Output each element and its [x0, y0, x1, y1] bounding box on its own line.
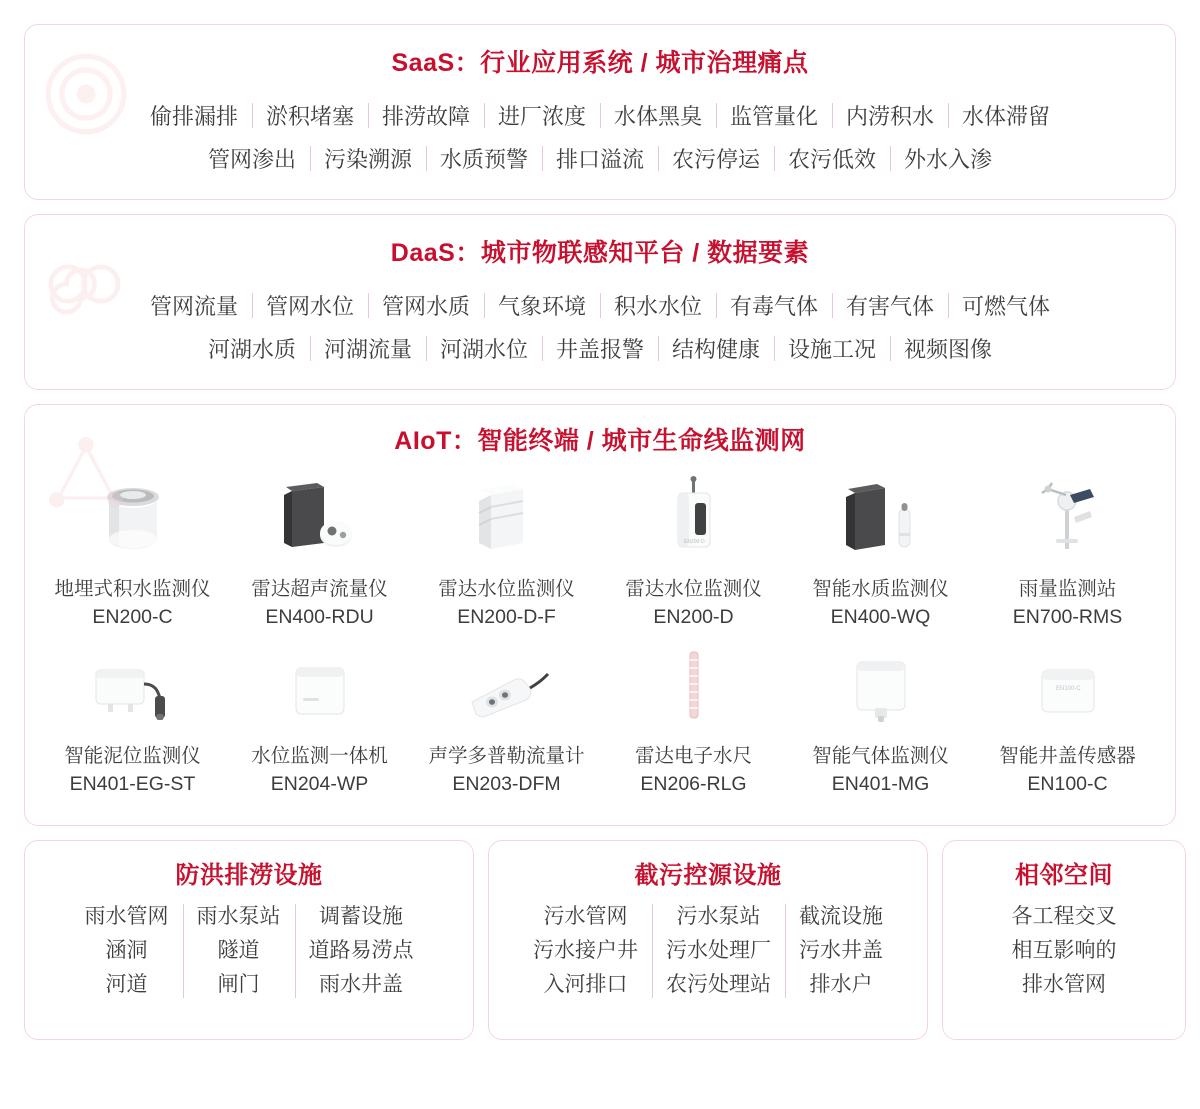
svg-text:EN200-D: EN200-D — [683, 539, 705, 545]
daas-title-main: 城市物联感知平台 / 数据要素 — [480, 239, 810, 267]
saas-tag: 排口溢流 — [542, 140, 658, 177]
daas-tag: 设施工况 — [774, 330, 890, 367]
saas-tag: 水体滞留 — [948, 97, 1064, 134]
pollution-control-title: 截污控源设施 — [634, 862, 782, 889]
facility-item: 雨水井盖 — [319, 973, 403, 997]
facility-item: 闸门 — [217, 973, 260, 997]
device-card[interactable] — [787, 640, 974, 799]
device-model: EN401-MG — [831, 772, 930, 795]
saas-tag: 农污停运 — [658, 140, 774, 177]
smart-manhole-sensor-icon — [1003, 640, 1133, 732]
device-model: EN401-EG-ST — [69, 772, 196, 795]
aiot-title-main: 智能终端 / 城市生命线监测网 — [477, 427, 806, 455]
aiot-card — [24, 404, 1176, 826]
rain-gauge-station-icon — [1003, 473, 1133, 565]
facility-item: 截流设施 — [799, 905, 883, 928]
facility-item: 涵洞 — [105, 939, 148, 963]
saas-tag: 农污低效 — [774, 140, 890, 177]
pollute-column — [519, 900, 652, 1002]
facility-item: 雨水管网 — [84, 905, 169, 928]
daas-tag-rows — [25, 287, 1175, 390]
daas-tag: 河湖水质 — [207, 337, 296, 362]
saas-tag: 水质预警 — [426, 140, 542, 177]
facility-item: 入河排口 — [543, 973, 628, 997]
device-model: EN200-D-F — [457, 606, 556, 629]
facility-item: 排水管网 — [1022, 973, 1106, 997]
saas-tag: 排涝故障 — [368, 97, 484, 134]
sludge-level-meter-icon — [68, 640, 198, 732]
saas-title-main: 行业应用系统 / 城市治理痛点 — [480, 49, 809, 77]
facility-item: 河道 — [105, 973, 148, 997]
pollution-control-columns — [489, 900, 927, 1002]
device-name: 水位监测一体机 — [251, 744, 388, 767]
saas-title-prefix: SaaS： — [391, 49, 481, 77]
device-card[interactable] — [39, 640, 226, 799]
radar-ultrasonic-flowmeter-icon — [255, 473, 385, 565]
electronic-water-gauge-icon — [629, 640, 759, 732]
daas-tag: 井盖报警 — [542, 330, 658, 367]
flood-column — [71, 900, 183, 1002]
facility-item: 相互影响的 — [1011, 939, 1117, 963]
device-name: 声学多普勒流量计 — [428, 744, 585, 767]
daas-title — [25, 215, 1175, 281]
device-model: EN203-DFM — [452, 772, 561, 795]
device-name: 雷达超声流量仪 — [251, 578, 388, 600]
daas-tag: 气象环境 — [484, 287, 600, 324]
saas-tag: 监管量化 — [716, 97, 832, 134]
device-card[interactable] — [600, 640, 787, 799]
facility-item: 各工程交叉 — [1011, 905, 1117, 928]
device-model: EN400-RDU — [265, 606, 374, 629]
daas-tag: 管网水位 — [252, 287, 368, 324]
daas-tag: 河湖流量 — [310, 330, 426, 367]
adjacent-space-columns — [943, 900, 1185, 1002]
saas-tag: 淤积堵塞 — [252, 97, 368, 134]
daas-card — [24, 214, 1176, 390]
facility-item: 道路易涝点 — [308, 939, 414, 963]
saas-tag: 内涝积水 — [832, 97, 948, 134]
device-name: 智能气体监测仪 — [812, 744, 949, 767]
facility-item: 农污处理站 — [666, 973, 771, 997]
device-name: 雷达水位监测仪 — [438, 578, 575, 600]
facility-item: 污水泵站 — [676, 905, 761, 928]
device-name: 雨量监测站 — [1018, 578, 1117, 600]
saas-tag: 进厂浓度 — [484, 97, 600, 134]
adjacent-space-title: 相邻空间 — [1015, 862, 1113, 889]
daas-tag: 有害气体 — [832, 287, 948, 324]
device-card[interactable] — [974, 640, 1161, 799]
facility-item: 污水井盖 — [799, 939, 883, 963]
daas-tag: 有毒气体 — [716, 287, 832, 324]
device-name: 雷达水位监测仪 — [625, 578, 762, 600]
saas-tag: 偷排漏排 — [149, 104, 238, 129]
daas-tag: 可燃气体 — [948, 287, 1064, 324]
device-name: 智能水质监测仪 — [812, 578, 949, 600]
facility-item: 污水处理厂 — [666, 939, 771, 963]
device-name: 智能泥位监测仪 — [64, 744, 201, 767]
device-name: 雷达电子水尺 — [634, 744, 752, 767]
daas-title-prefix: DaaS： — [390, 239, 481, 267]
svg-text:EN100-C: EN100-C — [1055, 685, 1081, 692]
device-card[interactable] — [226, 640, 413, 799]
adjacent-space-card — [942, 840, 1186, 1040]
daas-tag-row-2 — [51, 330, 1149, 367]
saas-tag: 外水入渗 — [890, 140, 1006, 177]
flood-column — [295, 900, 428, 1002]
daas-tag-row-1 — [51, 287, 1149, 324]
radar-water-level-meter-f-icon — [442, 473, 572, 565]
aiot-device-grid — [25, 469, 1175, 808]
device-card[interactable] — [226, 473, 413, 632]
facility-item: 雨水泵站 — [196, 905, 281, 928]
acoustic-doppler-flowmeter-icon — [442, 640, 572, 732]
daas-tag: 河湖水位 — [426, 330, 542, 367]
facility-item: 排水户 — [809, 973, 873, 997]
buried-water-level-sensor-icon — [68, 473, 198, 565]
device-model: EN200-C — [92, 606, 173, 629]
device-model: EN400-WQ — [830, 606, 931, 629]
flood-drainage-card — [24, 840, 474, 1040]
pollution-control-card — [488, 840, 928, 1040]
device-model: EN204-WP — [270, 772, 369, 795]
device-name: 地埋式积水监测仪 — [54, 578, 211, 600]
adjacent-column — [998, 900, 1131, 1002]
saas-tag-rows — [25, 97, 1175, 200]
aiot-title-prefix: AIoT： — [394, 427, 478, 455]
facility-item: 调蓄设施 — [319, 905, 403, 928]
facility-item: 隧道 — [217, 939, 260, 963]
saas-tag-row-2 — [51, 140, 1149, 177]
device-model: EN206-RLG — [640, 772, 747, 795]
integrated-water-level-unit-icon — [255, 640, 385, 732]
facility-item: 污水接户井 — [533, 939, 638, 963]
device-model: EN100-C — [1027, 772, 1108, 795]
device-card[interactable] — [974, 473, 1161, 632]
daas-tag: 积水水位 — [600, 287, 716, 324]
device-card[interactable] — [39, 473, 226, 632]
device-model: EN700-RMS — [1012, 606, 1123, 629]
device-card[interactable] — [413, 473, 600, 632]
device-card[interactable] — [600, 473, 787, 632]
facility-item: 污水管网 — [543, 905, 628, 928]
saas-tag-row-1 — [51, 97, 1149, 134]
daas-tag: 管网流量 — [149, 294, 238, 319]
flood-column — [183, 900, 295, 1002]
radar-water-level-meter-icon — [629, 473, 759, 565]
aiot-title — [25, 405, 1175, 469]
daas-tag: 结构健康 — [658, 330, 774, 367]
pollute-column — [785, 900, 897, 1002]
flood-drainage-columns — [25, 900, 473, 1002]
saas-tag: 管网渗出 — [207, 147, 296, 172]
pollute-column — [652, 900, 785, 1002]
flood-drainage-title: 防洪排涝设施 — [175, 862, 323, 889]
saas-title — [25, 25, 1175, 91]
smart-gas-detector-icon — [816, 640, 946, 732]
device-name: 智能井盖传感器 — [999, 744, 1136, 767]
facility-row — [24, 840, 1176, 1040]
device-card[interactable] — [413, 640, 600, 799]
saas-card — [24, 24, 1176, 200]
daas-tag: 视频图像 — [890, 330, 1006, 367]
saas-tag: 污染溯源 — [310, 140, 426, 177]
saas-tag: 水体黑臭 — [600, 97, 716, 134]
smart-water-quality-meter-icon — [816, 473, 946, 565]
device-model: EN200-D — [653, 606, 734, 629]
daas-tag: 管网水质 — [368, 287, 484, 324]
device-card[interactable] — [787, 473, 974, 632]
